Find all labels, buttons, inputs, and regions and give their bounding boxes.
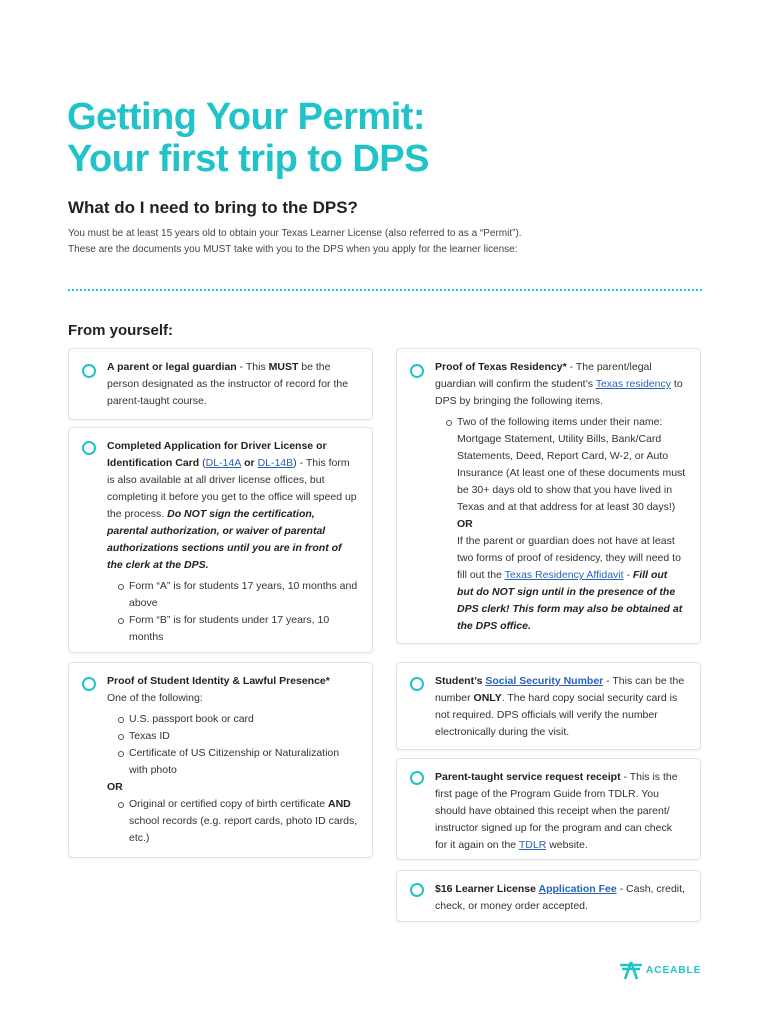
residency-item-or: OR (457, 518, 473, 530)
residency-item-text2: If the parent or guardian does not have at least two forms of proof of residency, they will need to fill out the (457, 535, 681, 581)
residency-item-dash: - (623, 569, 633, 581)
card-application-warning: Do NOT sign the certification, parental authorization, or waiver of parental authorizations sections until you are in front of the clerk at the DPS. (107, 508, 342, 571)
card-application-title: Completed Application for Driver License or Identification Card (107, 440, 327, 469)
checkbox-circle-icon[interactable] (410, 771, 424, 785)
card-guardian-title: A parent or legal guardian (107, 361, 237, 373)
list-item (457, 414, 686, 635)
list-item: Form “A” is for students 17 years, 10 months and above (129, 578, 358, 612)
card-residency-text1: - The parent/legal guardian will confirm the student’s (435, 361, 652, 390)
page-title-line2: Your first trip to DPS (67, 138, 429, 180)
intro-text (68, 226, 708, 258)
texas-residency-affidavit-link[interactable]: Texas Residency Affidavit (504, 569, 624, 581)
checkbox-circle-icon[interactable] (410, 364, 424, 378)
card-ssn (396, 662, 701, 750)
card-identity-or: OR (107, 781, 123, 793)
residency-item-text: Two of the following items under their name: Mortgage Statement, Utility Bills, Bank/Card Statements, Deed, Report Card, W-2, or Auto Insurance (At least one of these documents must be 30+ days old to show that you have lived in Texas and at that address for at least 30 days!) (457, 416, 686, 513)
card-application-text: - This form is also available at all driver license offices, but completing it before you get to the office will speed up the process. (107, 457, 357, 520)
social-security-number-link[interactable]: Social Security Number (485, 675, 604, 687)
residency-list (435, 414, 686, 635)
identity-alt-list (107, 796, 358, 847)
card-identity-title: Proof of Student Identity & Lawful Presence* (107, 675, 330, 687)
card-ssn-title-prefix: Student’s (435, 675, 486, 687)
card-application (68, 427, 373, 653)
card-receipt-title: Parent-taught service request receipt (435, 771, 621, 783)
aceable-logo-text: ACEABLE (646, 964, 702, 976)
texas-residency-link[interactable]: Texas residency (595, 378, 671, 390)
list-item: Certificate of US Citizenship or Naturalization with photo (129, 745, 358, 779)
checkbox-circle-icon[interactable] (82, 441, 96, 455)
list-item: Texas ID (129, 728, 358, 745)
intro-line2: These are the documents you MUST take with you to the DPS when you apply for the learner license: (68, 244, 518, 255)
card-ssn-only: ONLY (473, 692, 502, 704)
card-identity (68, 662, 373, 858)
checkbox-circle-icon[interactable] (82, 364, 96, 378)
card-receipt (396, 758, 701, 860)
aceable-logo-icon (618, 960, 644, 980)
dl-14b-link[interactable]: DL-14B (257, 457, 294, 469)
card-residency (396, 348, 701, 644)
identity-alt-text: Original or certified copy of birth certificate (129, 798, 328, 810)
page-title-line1: Getting Your Permit: (67, 96, 426, 138)
card-fee (396, 870, 701, 922)
section-heading: From yourself: (68, 322, 174, 339)
card-application-or: or (241, 457, 258, 469)
card-guardian-text1: - This (236, 361, 269, 373)
checkbox-circle-icon[interactable] (410, 883, 424, 897)
card-guardian (68, 348, 373, 420)
aceable-logo (618, 960, 701, 980)
tdlr-link[interactable]: TDLR (518, 839, 547, 851)
list-item (129, 796, 358, 847)
list-item: Form “B” is for students under 17 years, 10 months (129, 612, 358, 646)
card-receipt-text2: website. (546, 839, 588, 851)
card-identity-intro: One of the following: (107, 692, 203, 704)
card-fee-title: $16 Learner License (435, 883, 539, 895)
checkbox-circle-icon[interactable] (410, 677, 424, 691)
list-item: U.S. passport book or card (129, 711, 358, 728)
card-guardian-text2: be the person designated as the instructor of record for the parent-taught course. (107, 361, 349, 407)
card-ssn-text1: - This can be the number (435, 675, 685, 704)
identity-alt-rest: school records (e.g. report cards, photo ID cards, etc.) (129, 815, 358, 844)
form-type-list (107, 578, 358, 646)
identity-alt-and: AND (328, 798, 351, 810)
page-title (67, 96, 429, 180)
page-subtitle: What do I need to bring to the DPS? (68, 198, 358, 217)
card-residency-title: Proof of Texas Residency* (435, 361, 567, 373)
checkbox-circle-icon[interactable] (82, 677, 96, 691)
card-ssn-text2: . The hard copy social security card is not required. DPS officials will verify the number electronically during the visit. (435, 692, 678, 738)
intro-line1: You must be at least 15 years old to obtain your Texas Learner License (also referred to as a “Permit”). (68, 228, 522, 239)
dotted-divider (68, 289, 702, 291)
card-residency-text2: to DPS by bringing the following items. (435, 378, 683, 407)
identity-doc-list (107, 711, 358, 779)
residency-item-warning: Fill out but do NOT sign until in the presence of the DPS clerk! This form may also be obtained at the DPS office. (457, 569, 683, 632)
dl-14a-link[interactable]: DL-14A (205, 457, 242, 469)
card-receipt-text1: - This is the first page of the Program Guide from TDLR. You should have obtained this receipt when the parent/ instructor signed up for the program and can check for it again on the (435, 771, 678, 851)
card-application-paren-open: ( (199, 457, 206, 469)
card-guardian-must: MUST (268, 361, 299, 373)
application-fee-link[interactable]: Application Fee (538, 883, 617, 895)
card-fee-text: - Cash, credit, check, or money order accepted. (435, 883, 685, 912)
card-application-paren-close: ) (293, 457, 297, 469)
